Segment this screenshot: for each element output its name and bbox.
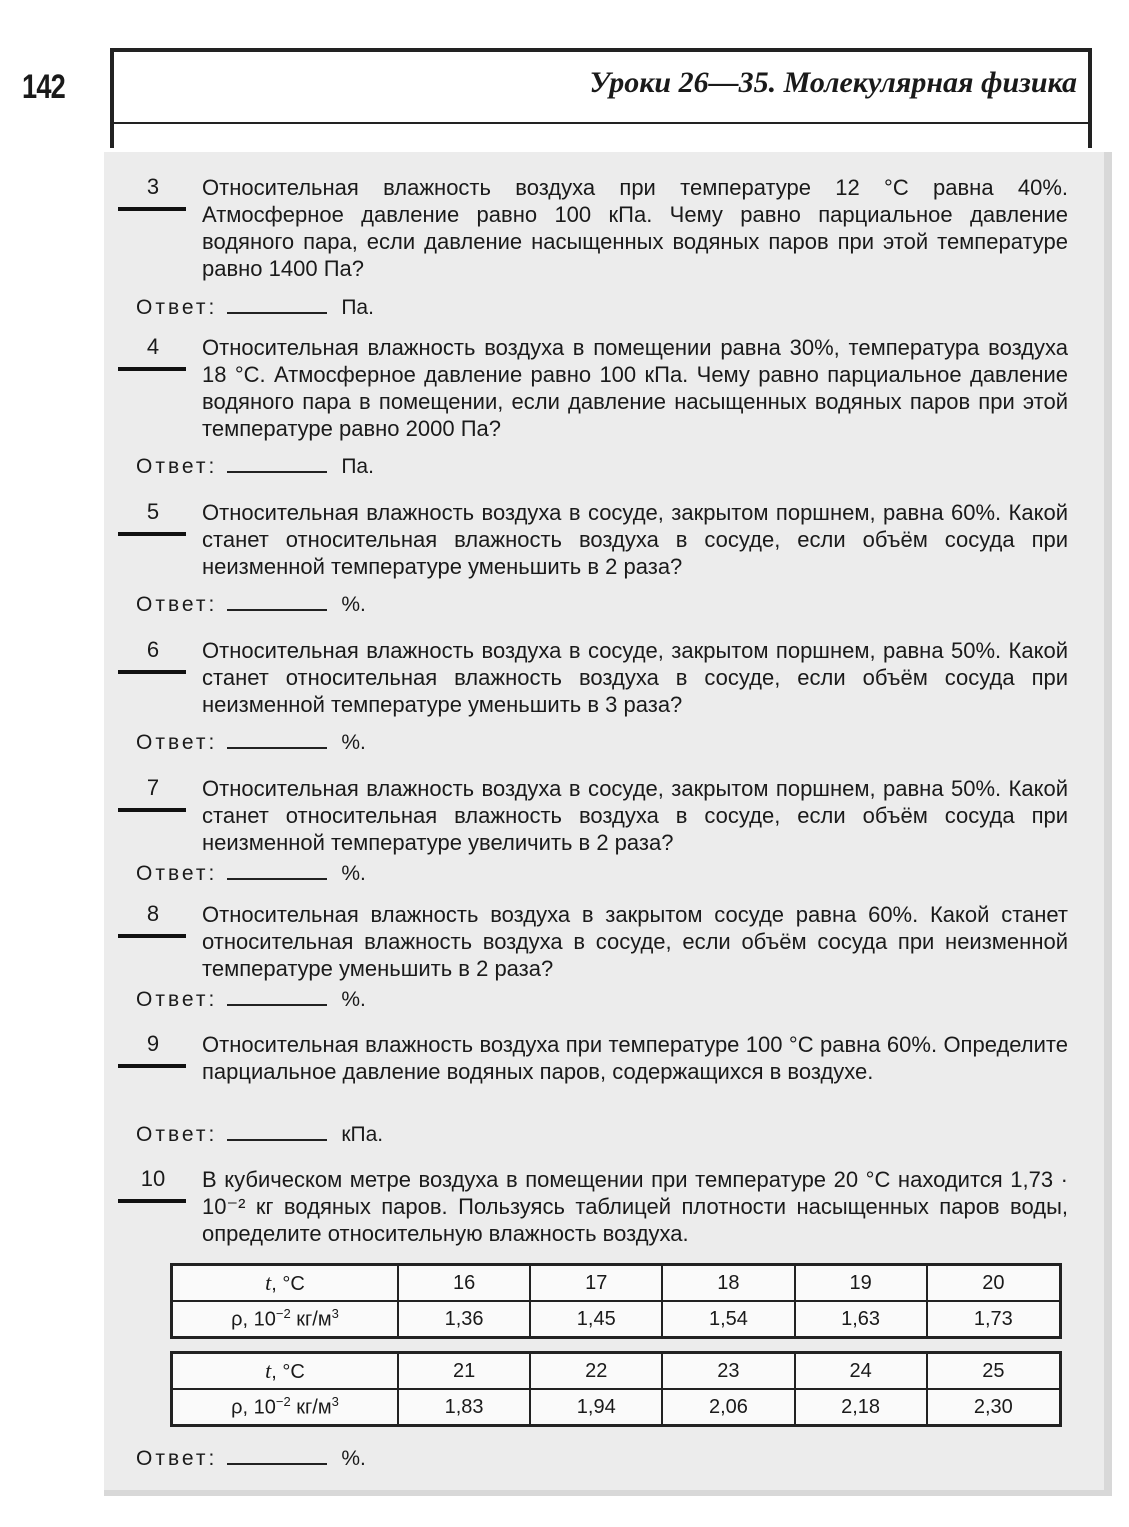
- density-table-2: [170, 1351, 1062, 1427]
- answer-label: Ответ:: [136, 862, 218, 885]
- answer-blank[interactable]: [227, 453, 327, 473]
- table-cell: 2,06: [662, 1389, 794, 1426]
- answer-blank[interactable]: [227, 591, 327, 611]
- table-cell: 1,73: [927, 1301, 1061, 1338]
- table-cell: 17: [530, 1265, 662, 1302]
- answer-unit: %.: [341, 731, 366, 754]
- table-cell: 18: [662, 1265, 794, 1302]
- answer-line: [136, 986, 366, 1012]
- task-marker-line: [118, 367, 186, 371]
- task-text: Относительная влажность воздуха при температуре 100 °С равна 60%. Определите парциальное давление водяных паров, содержащихся в воздухе.: [202, 1032, 1068, 1084]
- table-cell: 25: [927, 1353, 1061, 1390]
- table-cell: 1,83: [398, 1389, 530, 1426]
- answer-unit: кПа.: [341, 1123, 384, 1146]
- answer-label: Ответ:: [136, 455, 218, 478]
- table-cell: 2,30: [927, 1389, 1061, 1426]
- answer-unit: Па.: [341, 455, 374, 478]
- task-number: 5: [146, 499, 160, 524]
- task-number: 6: [146, 637, 160, 662]
- table-cell: 1,36: [398, 1301, 530, 1338]
- answer-blank[interactable]: [227, 986, 327, 1006]
- table-cell: 22: [530, 1353, 662, 1390]
- table-header-cell: t, °С: [172, 1353, 399, 1390]
- task-number: 9: [146, 1031, 160, 1056]
- table-cell: 1,94: [530, 1389, 662, 1426]
- task-marker-line: [118, 1199, 186, 1203]
- table-row: [172, 1389, 1061, 1426]
- answer-line: [136, 294, 374, 320]
- task-number: 8: [146, 901, 160, 926]
- answer-unit: %.: [341, 593, 366, 616]
- answer-blank[interactable]: [227, 294, 327, 314]
- answer-blank[interactable]: [227, 1121, 327, 1141]
- answer-label: Ответ:: [136, 1447, 218, 1470]
- answer-line: [136, 860, 366, 886]
- task-marker-line: [118, 207, 186, 211]
- page-title: Уроки 26—35. Молекулярная физика: [589, 66, 1077, 99]
- answer-unit: %.: [341, 862, 366, 885]
- page-number: 142: [22, 68, 65, 106]
- answer-unit: %.: [341, 1447, 366, 1470]
- answer-label: Ответ:: [136, 1123, 218, 1146]
- table-header-cell: t, °С: [172, 1265, 399, 1302]
- task-text: Относительная влажность воздуха в сосуде, закрытом поршнем, равна 50%. Какой станет относительная влажность воздуха в сосуде, если объём сосуда при неизменной температуре увеличить в 2 раза?: [202, 776, 1068, 855]
- task-number: 4: [146, 334, 160, 359]
- header-divider: [110, 122, 1092, 124]
- table-row: [172, 1265, 1061, 1302]
- density-table-1: [170, 1263, 1062, 1339]
- answer-line: [136, 1445, 366, 1471]
- task-number: 3: [146, 174, 160, 199]
- table-row: [172, 1301, 1061, 1338]
- table-cell: 23: [662, 1353, 794, 1390]
- answer-unit: %.: [341, 988, 366, 1011]
- task-text: Относительная влажность воздуха в помещении равна 30%, температура воздуха 18 °С. Атмосферное давление равно 100 кПа. Чему равно парциальное давление водяного пара в помещении, если давление насыщенных водяных паров при этой температуре равно 2000 Па?: [202, 335, 1068, 441]
- table-cell: 1,45: [530, 1301, 662, 1338]
- answer-line: [136, 453, 374, 479]
- task-text: Относительная влажность воздуха в закрытом сосуде равна 60%. Какой станет относительная влажность воздуха в сосуде, если объём сосуда при неизменной температуре уменьшить в 2 раза?: [202, 902, 1068, 981]
- answer-line: [136, 591, 366, 617]
- answer-unit: Па.: [341, 296, 374, 319]
- answer-blank[interactable]: [227, 729, 327, 749]
- table-header-cell: ρ, $10^{-2}$ $кг/м^3$: [172, 1389, 399, 1426]
- task-number: 7: [146, 775, 160, 800]
- task-number: 10: [140, 1166, 166, 1191]
- task-text: Относительная влажность воздуха в сосуде, закрытом поршнем, равна 60%. Какой станет относительная влажность воздуха в сосуде, если объём сосуда при неизменной температуре уменьшить в 2 раза?: [202, 500, 1068, 579]
- answer-line: [136, 729, 366, 755]
- table-cell: 1,54: [662, 1301, 794, 1338]
- table-header-cell: ρ, $10^{-2}$ $кг/м^3$: [172, 1301, 399, 1338]
- answer-label: Ответ:: [136, 593, 218, 616]
- task-marker-line: [118, 1064, 186, 1068]
- answer-label: Ответ:: [136, 731, 218, 754]
- answer-line: [136, 1121, 383, 1147]
- task-marker-line: [118, 670, 186, 674]
- task-text: В кубическом метре воздуха в помещении при температуре 20 °С находится 1,73 · 10⁻² кг водяных паров. Пользуясь таблицей плотности насыщенных паров воды, определите относительную влажность воздуха.: [202, 1167, 1068, 1246]
- task-text: Относительная влажность воздуха при температуре 12 °С равна 40%. Атмосферное давление равно 100 кПа. Чему равно парциальное давление водяного пара, если давление насыщенных водяных паров при этой температуре равно 1400 Па?: [202, 175, 1068, 281]
- answer-label: Ответ:: [136, 296, 218, 319]
- answer-label: Ответ:: [136, 988, 218, 1011]
- table-cell: 2,18: [795, 1389, 927, 1426]
- answer-blank[interactable]: [227, 1445, 327, 1465]
- task-marker-line: [118, 532, 186, 536]
- task-marker-line: [118, 808, 186, 812]
- answer-blank[interactable]: [227, 860, 327, 880]
- task-marker-line: [118, 934, 186, 938]
- table-cell: 19: [795, 1265, 927, 1302]
- table-cell: 16: [398, 1265, 530, 1302]
- task-text: Относительная влажность воздуха в сосуде, закрытом поршнем, равна 50%. Какой станет относительная влажность воздуха в сосуде, если объём сосуда при неизменной температуре уменьшить в 3 раза?: [202, 638, 1068, 717]
- table-cell: 20: [927, 1265, 1061, 1302]
- table-cell: 24: [795, 1353, 927, 1390]
- table-row: [172, 1353, 1061, 1390]
- table-cell: 21: [398, 1353, 530, 1390]
- table-cell: 1,63: [795, 1301, 927, 1338]
